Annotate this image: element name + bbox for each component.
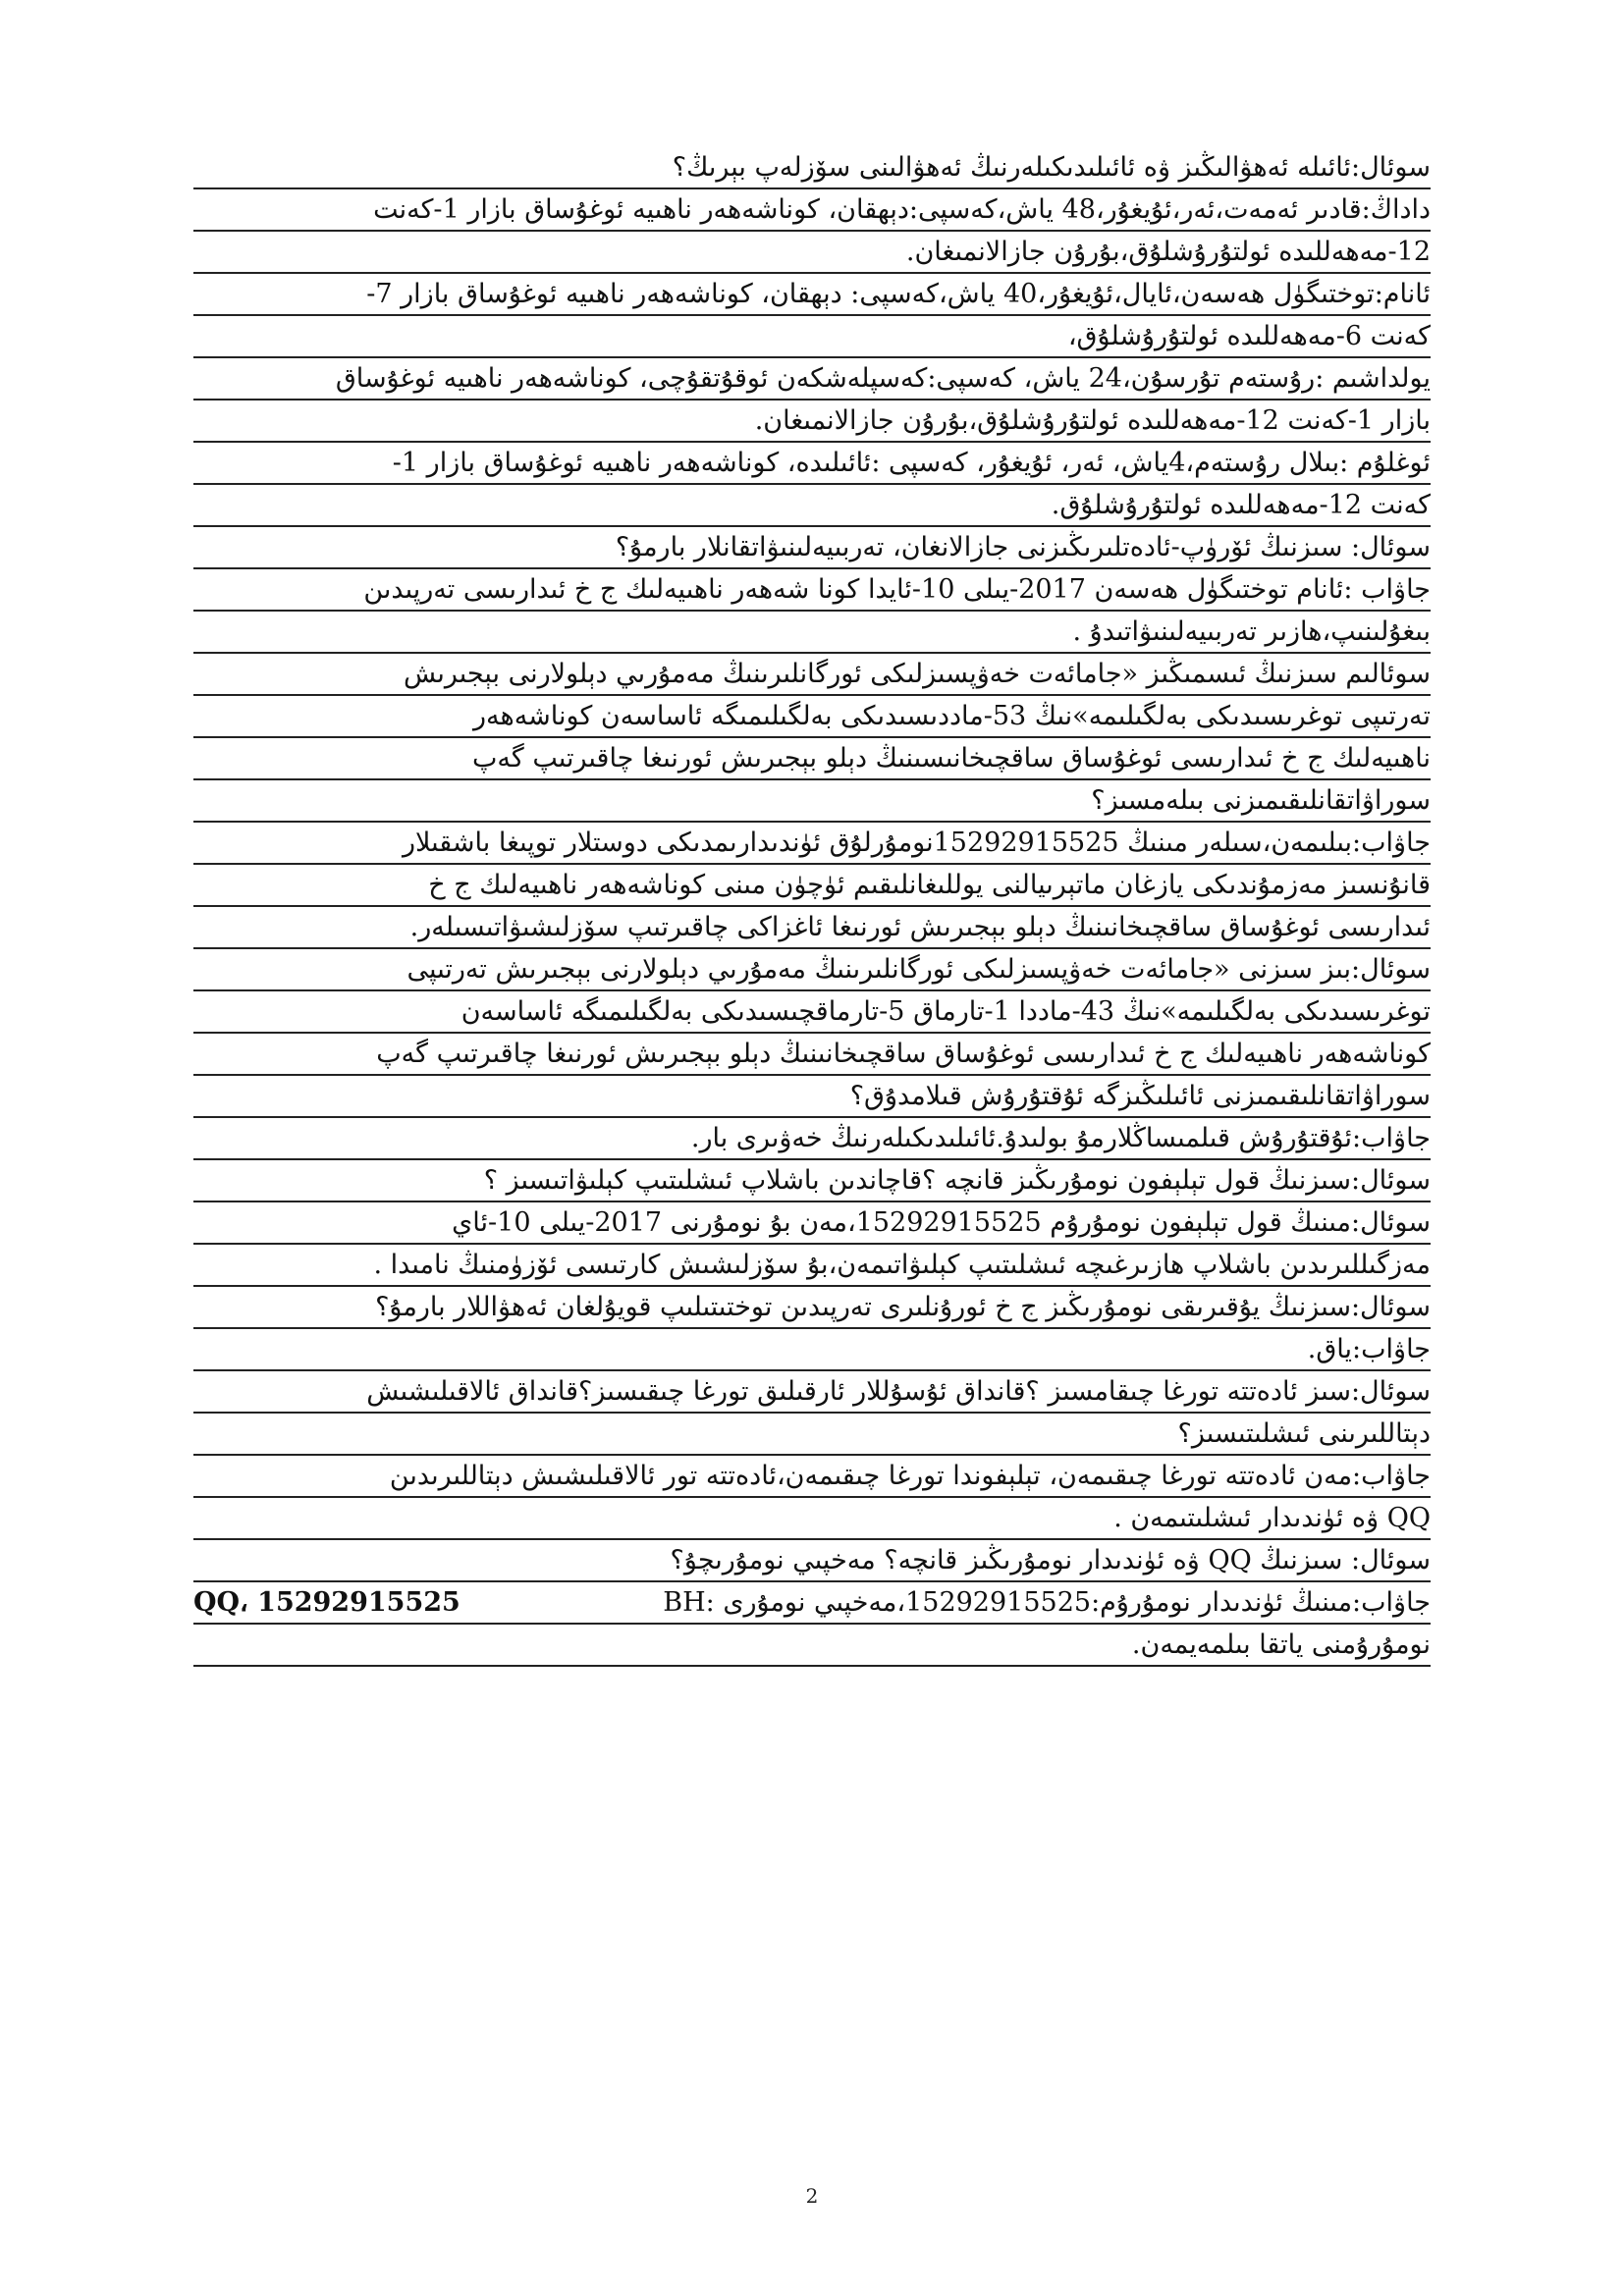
text-line: داداڭ:قادىر ئەمەت،ئەر،ئۇيغۇر،48 ياش،كەسپى:دېھقان، كوناشەھەر ناھىيە ئوغۇساق بازار 1-كەنت xyxy=(193,189,1431,232)
document-page xyxy=(193,147,1431,1667)
text-line: سوئال:سىز ئادەتتە تورغا چىقامسىز ؟قانداق ئۇسۇللار ئارقىلىق تورغا چىقىسىز؟قانداق ئالاقىلىشىش xyxy=(193,1371,1431,1414)
text-line: بازار 1-كەنت 12-مەھەللىدە ئولتۇرۇشلۇق،بۇرۇن جازالانمىغان. xyxy=(193,400,1431,443)
text-line: جاۋاب:ياق. xyxy=(193,1329,1431,1371)
text-line: سوئال:ئائىلە ئەھۋالىڭىز ۋە ئائىلىدىكىلەرنىڭ ئەھۋالىنى سۆزلەپ بېرىڭ؟ xyxy=(193,147,1431,189)
text-line: نومۇرۇمنى ياتقا بىلمەيمەن. xyxy=(193,1625,1431,1667)
text-line: سوئالىم سىزنىڭ ئىسمىڭىز «جامائەت خەۋپسىزلىكى ئورگانلىرىنىڭ مەمۇرىي دېلولارنى بېجىرىش xyxy=(193,654,1431,696)
text-line: QQ ۋە ئۈندىدار ئىشلىتىمەن . xyxy=(193,1498,1431,1540)
answer-row xyxy=(193,1582,1431,1625)
text-line: جاۋاب:ئۇقتۇرۇش قىلمىساڭلارمۇ بولىدۇ.ئائىلىدىكىلەرنىڭ خەۋىرى بار. xyxy=(193,1118,1431,1160)
text-line: تەرتىپى توغرىسىدىكى بەلگىلىمە»نىڭ 53-ماددىسىدىكى بەلگىلىمىگە ئاساسەن كوناشەھەر xyxy=(193,696,1431,738)
text-line: سوئال: سىزنىڭ ئۆرۈپ-ئادەتلىرىڭىزنى جازالانغان، تەربىيەلىنىۋاتقانلار بارمۇ؟ xyxy=(193,527,1431,569)
text-line: سوئال:بىز سىزنى «جامائەت خەۋپسىزلىكى ئورگانلىرىنىڭ مەمۇرىي دېلولارنى بېجىرىش تەرتىپى xyxy=(193,949,1431,991)
text-line: ئوغلۇم :بىلال رۇستەم،4ياش، ئەر، ئۇيغۇر، كەسپى :ئائىلىدە، كوناشەھەر ناھىيە ئوغۇساق بازار 1- xyxy=(193,443,1431,485)
text-line: ئانام:توختىگۈل ھەسەن،ئايال،ئۇيغۇر،40 ياش،كەسپى: دېھقان، كوناشەھەر ناھىيە ئوغۇساق بازار 7- xyxy=(193,274,1431,316)
text-line: كوناشەھەر ناھىيەلىك ج خ ئىدارىسى ئوغۇساق ساقچىخانىنىڭ دېلو بېجىرىش ئورنىغا چاقىرتىپ گەپ xyxy=(193,1034,1431,1076)
qq-number: QQ، 15292915525 xyxy=(193,1587,460,1618)
text-line: 12-مەھەللىدە ئولتۇرۇشلۇق،بۇرۇن جازالانمىغان. xyxy=(193,232,1431,274)
text-line: يولداشىم :رۇستەم تۇرسۇن،24 ياش، كەسپى:كەسپلەشكەن ئوقۇتقۇچى، كوناشەھەر ناھىيە ئوغۇساق xyxy=(193,358,1431,400)
text-line: ئىدارىسى ئوغۇساق ساقچىخانىنىڭ دېلو بېجىرىش ئورنىغا ئاغزاكى چاقىرتىپ سۆزلىشىۋاتىسىلەر. xyxy=(193,907,1431,949)
text-line: جاۋاب:بىلىمەن،سىلەر مىنىڭ 15292915525نومۇرلۇق ئۈندىدارىمدىكى دوستلار توپىغا باشقىلار xyxy=(193,823,1431,865)
text-line: سوراۋاتقانلىقىمىزنى ئائىلىڭىزگە ئۇقتۇرۇش قىلامدۇق؟ xyxy=(193,1076,1431,1118)
page-number: 2 xyxy=(805,2184,819,2208)
text-line: قانۇنسىز مەزمۇندىكى يازغان ماتېرىيالنى يوللىغانلىقىم ئۈچۈن مىنى كوناشەھەر ناھىيەلىك ج خ xyxy=(193,865,1431,907)
text-line: مەزگىللىرىدىن باشلاپ ھازىرغىچە ئىشلىتىپ كېلىۋاتىمەن،بۇ سۆزلىشىش كارتىسى ئۆزۈمنىڭ نامىدا . xyxy=(193,1245,1431,1287)
text-line: بىغۇلىنىپ،ھازىر تەربىيەلىنىۋاتىدۇ . xyxy=(193,612,1431,654)
text-line: كەنت 6-مەھەللىدە ئولتۇرۇشلۇق، xyxy=(193,316,1431,358)
text-line: سوئال: سىزنىڭ QQ ۋە ئۈندىدار نومۇرىڭىز قانچە؟ مەخپىي نومۇرىچۇ؟ xyxy=(193,1540,1431,1582)
answer-text: جاۋاب:مىنىڭ ئۈندىدار نومۇرۇم:15292915525،مەخپىي نومۇرى :BH xyxy=(663,1587,1431,1618)
text-line: ناھىيەلىك ج خ ئىدارىسى ئوغۇساق ساقچىخانىسىنىڭ دېلو بېجىرىش ئورنىغا چاقىرتىپ گەپ xyxy=(193,738,1431,780)
text-line: جاۋاب :ئانام توختىگۈل ھەسەن 2017-يىلى 10-ئايدا كونا شەھەر ناھىيەلىك ج خ ئىدارىسى تەرپىدىن xyxy=(193,569,1431,612)
text-line: توغرىسىدىكى بەلگىلىمە»نىڭ 43-ماددا 1-تارماق 5-تارماقچىسىدىكى بەلگىلىمىگە ئاساسەن xyxy=(193,991,1431,1034)
text-line: سوئال:مىنىڭ قول تېلېفون نومۇرۇم 15292915525،مەن بۇ نومۇرنى 2017-يىلى 10-ئاي xyxy=(193,1202,1431,1245)
text-line: دېتاللىرىنى ئىشلىتىسىز؟ xyxy=(193,1414,1431,1456)
text-line: سوراۋاتقانلىقىمىزنى بىلەمسىز؟ xyxy=(193,780,1431,823)
text-line: سوئال:سىزنىڭ يۇقىرىقى نومۇرىڭىز ج خ ئورۇنلىرى تەرپىدىن توختىتىلىپ قويۇلغان ئەھۋاللار بارمۇ؟ xyxy=(193,1287,1431,1329)
text-line: جاۋاب:مەن ئادەتتە تورغا چىقىمەن، تېلېفوندا تورغا چىقىمەن،ئادەتتە تور ئالاقىلىشىش دېتاللىرىدىن xyxy=(193,1456,1431,1498)
text-line: سوئال:سىزنىڭ قول تېلېفون نومۇرىڭىز قانچە ؟قاچاندىن باشلاپ ئىشلىتىپ كېلىۋاتىسىز ؟ xyxy=(193,1160,1431,1202)
text-line: كەنت 12-مەھەللىدە ئولتۇرۇشلۇق. xyxy=(193,485,1431,527)
